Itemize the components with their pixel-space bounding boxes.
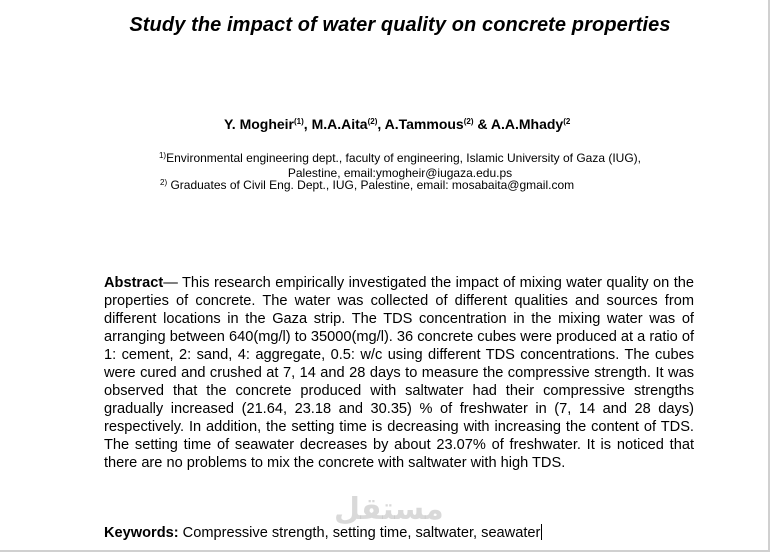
keywords-text: Compressive strength, setting time, saltwater, seawater (178, 525, 541, 541)
paper-title: Study the impact of water quality on concrete properties (129, 14, 671, 36)
author-2: , M.A.Aita (303, 116, 368, 132)
author-1: Y. Mogheir (224, 116, 295, 132)
abstract (104, 274, 694, 472)
keywords (104, 524, 542, 541)
author-3-affil: (2) (463, 117, 474, 126)
watermark-logo: مستقل (334, 492, 444, 527)
author-list (224, 116, 570, 132)
affiliation-2-marker: 2) (160, 178, 168, 187)
abstract-text: — This research empirically investigated the impact of mixing water quality on the properties of concrete. The water was collected of different qualities and sources from different locations in the Gaza strip. The TDS concentration in the mixing water was of arranging between 640(mg/l) to 35000(mg/l). 36 concrete cubes were produced at a ratio of 1: cement, 2: sand, 4: aggregate, 0.5: w/c using different TDS concentrations. The cubes were cured and crushed at 7, 14 and 28 days to measure the compressive strength. It was observed that the concrete produced with saltwater had their compressive strengths gradually increased (21.64, 23.18 and 30.35) % of freshwater in (7, 14 and 28 days) respectively. In addition, the setting time is decreasing with increasing the content of TDS. The setting time of seawater decreases by about 23.07% of freshwater. It is noticed that there are no problems to mix the concrete with saltwater with high TDS. (104, 275, 694, 471)
affiliation-2-text: Graduates of Civil Eng. Dept., IUG, Palestine, email: mosabaita@gmail.com (167, 178, 575, 192)
author-4-affil: (2 (563, 117, 571, 126)
abstract-label: Abstract (104, 275, 164, 291)
text-cursor (541, 524, 542, 540)
affiliation-1 (155, 148, 645, 181)
affiliation-1-text: Environmental engineering dept., faculty of engineering, Islamic University of Gaza (IUG), Palestine, email:ymogheir@iugaza.edu.ps (166, 151, 641, 180)
author-3: , A.Tammous (377, 116, 464, 132)
author-4: & A.A.Mhady (473, 116, 564, 132)
author-1-affil: (1) (294, 117, 304, 126)
affiliation-2 (160, 178, 574, 192)
affiliation-1-marker: 1) (158, 151, 167, 160)
keywords-label: Keywords: (104, 525, 179, 541)
author-2-affil: (2) (367, 117, 378, 126)
